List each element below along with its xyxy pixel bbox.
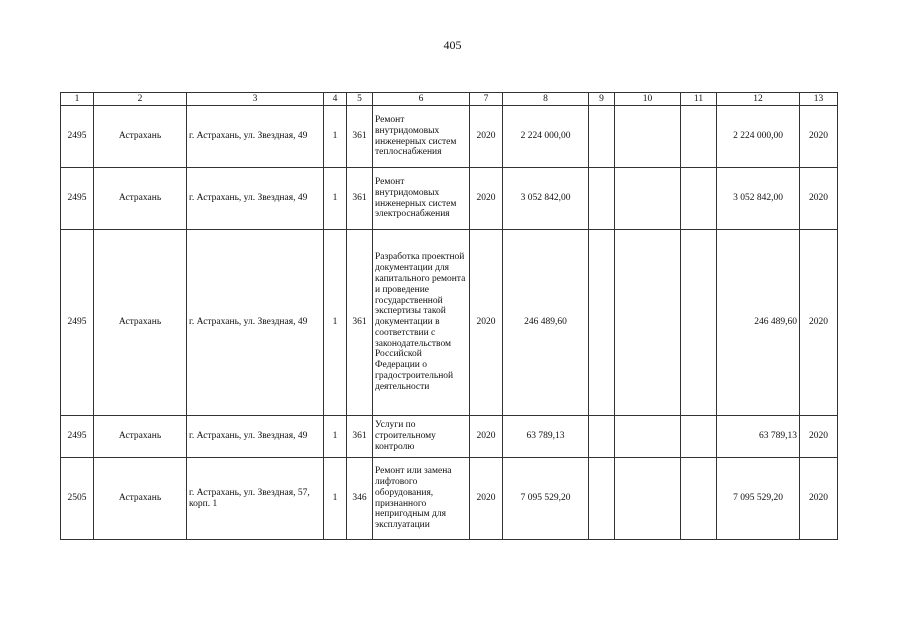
registry-table [60,92,838,540]
cell-col10 [615,458,681,540]
cell-work-type: Разработка проектной документации для капитального ремонта и проведение государственной экспертизы такой документации в соответствии с законодательством Российской Федерации о градостроительной деятельности [373,230,470,416]
table-row [61,416,838,458]
cell-address: г. Астрахань, ул. Звездная, 49 [187,230,324,416]
column-header: 8 [503,93,589,106]
cell-address: г. Астрахань, ул. Звездная, 57, корп. 1 [187,458,324,540]
cell-col9 [589,106,615,168]
cell-city: Астрахань [94,458,187,540]
cell-address: г. Астрахань, ул. Звездная, 49 [187,168,324,230]
cell-house-id: 2495 [61,168,94,230]
cell-col4: 1 [324,458,347,540]
cell-total: 2 224 000,00 [717,106,800,168]
cell-col10 [615,106,681,168]
cell-cost: 63 789,13 [503,416,589,458]
column-header: 4 [324,93,347,106]
cell-total: 63 789,13 [717,416,800,458]
cell-work-type: Ремонт или замена лифтового оборудования, признанного непригодным для эксплуатации [373,458,470,540]
cell-col11 [681,106,717,168]
page-number: 405 [443,38,462,52]
cell-city: Астрахань [94,416,187,458]
table-row [61,458,838,540]
table-header-row [61,93,838,106]
cell-col5: 361 [347,168,373,230]
column-header: 3 [187,93,324,106]
cell-col11 [681,230,717,416]
column-header: 6 [373,93,470,106]
cell-col4: 1 [324,168,347,230]
cell-col11 [681,416,717,458]
cell-end-year: 2020 [800,416,838,458]
column-header: 5 [347,93,373,106]
cell-col5: 361 [347,106,373,168]
column-header: 11 [681,93,717,106]
column-header: 10 [615,93,681,106]
column-header: 12 [717,93,800,106]
cell-col5: 361 [347,416,373,458]
cell-city: Астрахань [94,168,187,230]
cell-year: 2020 [470,416,503,458]
cell-address: г. Астрахань, ул. Звездная, 49 [187,106,324,168]
cell-house-id: 2495 [61,416,94,458]
cell-col5: 346 [347,458,373,540]
table-row [61,106,838,168]
cell-col4: 1 [324,106,347,168]
cell-house-id: 2495 [61,106,94,168]
cell-address: г. Астрахань, ул. Звездная, 49 [187,416,324,458]
cell-city: Астрахань [94,106,187,168]
cell-work-type: Ремонт внутридомовых инженерных систем электроснабжения [373,168,470,230]
cell-col11 [681,168,717,230]
column-header: 7 [470,93,503,106]
cell-end-year: 2020 [800,230,838,416]
cell-col10 [615,230,681,416]
cell-end-year: 2020 [800,106,838,168]
cell-col10 [615,168,681,230]
cell-col9 [589,458,615,540]
cell-total: 3 052 842,00 [717,168,800,230]
cell-col9 [589,416,615,458]
cell-year: 2020 [470,168,503,230]
cell-year: 2020 [470,106,503,168]
column-header: 9 [589,93,615,106]
cell-total: 7 095 529,20 [717,458,800,540]
cell-col11 [681,458,717,540]
cell-cost: 2 224 000,00 [503,106,589,168]
column-header: 13 [800,93,838,106]
cell-col4: 1 [324,416,347,458]
table-row [61,230,838,416]
cell-end-year: 2020 [800,458,838,540]
cell-col10 [615,416,681,458]
cell-cost: 246 489,60 [503,230,589,416]
cell-house-id: 2505 [61,458,94,540]
table-row [61,168,838,230]
cell-house-id: 2495 [61,230,94,416]
cell-year: 2020 [470,230,503,416]
column-header: 1 [61,93,94,106]
cell-year: 2020 [470,458,503,540]
cell-cost: 3 052 842,00 [503,168,589,230]
cell-work-type: Ремонт внутридомовых инженерных систем теплоснабжения [373,106,470,168]
column-header: 2 [94,93,187,106]
cell-col4: 1 [324,230,347,416]
cell-col5: 361 [347,230,373,416]
cell-col9 [589,230,615,416]
cell-end-year: 2020 [800,168,838,230]
cell-city: Астрахань [94,230,187,416]
cell-col9 [589,168,615,230]
cell-work-type: Услуги по строительному контролю [373,416,470,458]
cell-cost: 7 095 529,20 [503,458,589,540]
cell-total: 246 489,60 [717,230,800,416]
